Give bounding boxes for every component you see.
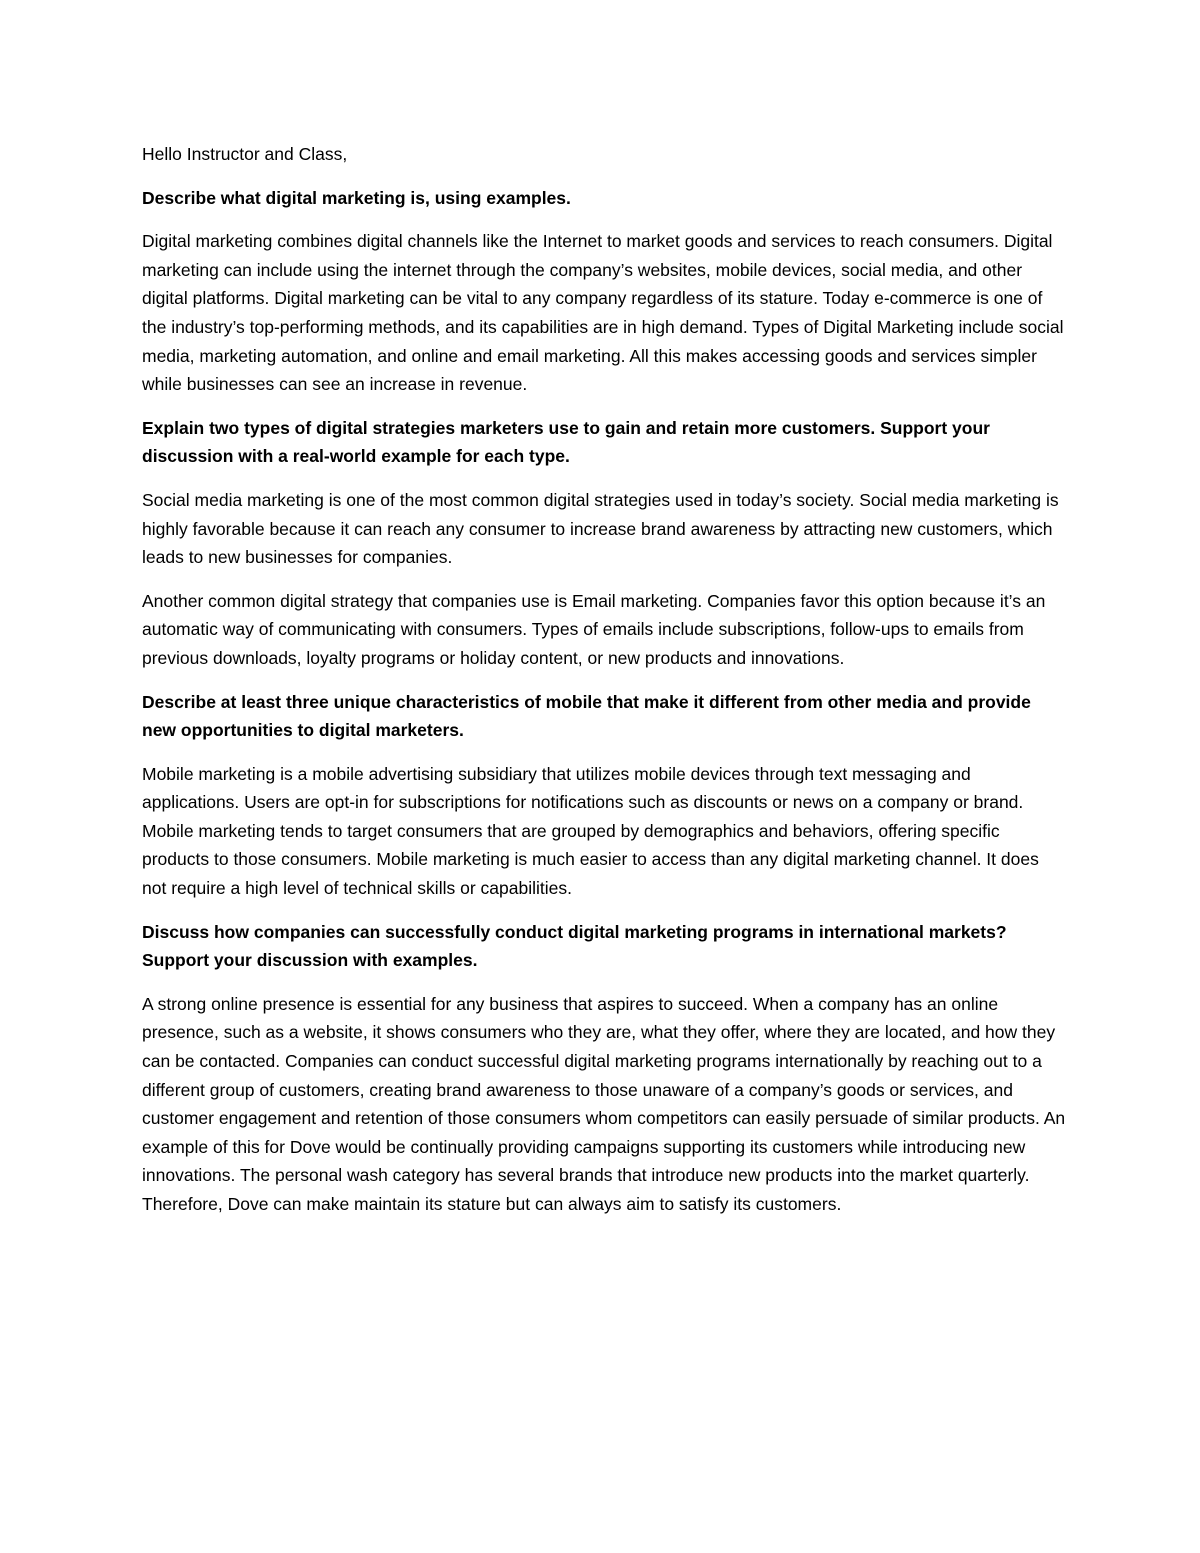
greeting: Hello Instructor and Class,	[142, 144, 348, 164]
question-heading: Discuss how companies can successfully conduct digital marketing programs in international markets? Support your discussion with examples.	[142, 921, 1007, 971]
answer-paragraph: A strong online presence is essential for any business that aspires to succeed. When a company has an online presence, such as a website, it shows consumers who they are, what they offer, where they are located, and how they can be contacted. Companies can conduct successful digital marketing programs internationally by reaching out to a different group of customers, creating brand awareness to those unaware of a company’s goods or services, and customer engagement and retention of those consumers whom competitors can easily persuade of similar products. An example of this for Dove would be continually providing campaigns supporting its customers while introducing new innovations. The personal wash category has several brands that introduce new products into the market quarterly. Therefore, Dove can make maintain its stature but can always aim to satisfy its customers.	[142, 993, 1066, 1214]
answer-paragraph: Another common digital strategy that companies use is Email marketing. Companies favor this option because it’s an automatic way of communicating with consumers. Types of emails include subscriptions, follow-ups to emails from previous downloads, loyalty programs or holiday content, or new products and innovations.	[142, 590, 1046, 668]
answer-paragraph: Mobile marketing is a mobile advertising subsidiary that utilizes mobile devices through text messaging and applications. Users are opt-in for subscriptions for notifications such as discounts or news on a company or brand. Mobile marketing tends to target consumers that are grouped by demographics and behaviors, offering specific products to those consumers. Mobile marketing is much easier to access than any digital marketing channel. It does not require a high level of technical skills or capabilities.	[142, 763, 1039, 899]
document-body	[142, 140, 1067, 1234]
answer-paragraph: Digital marketing combines digital channels like the Internet to market goods and services to reach consumers. Digital marketing can include using the internet through the company’s websites, mobile devices, social media, and other digital platforms. Digital marketing can be vital to any company regardless of its stature. Today e-commerce is one of the industry’s top-performing methods, and its capabilities are in high demand. Types of Digital Marketing include social media, marketing automation, and online and email marketing. All this makes accessing goods and services simpler while businesses can see an increase in revenue.	[142, 231, 1064, 395]
question-heading: Explain two types of digital strategies marketers use to gain and retain more customers. Support your discussion with a real-world example for each type.	[142, 417, 990, 467]
question-heading: Describe at least three unique characteristics of mobile that make it different from other media and provide new opportunities to digital marketers.	[142, 691, 1031, 741]
question-heading: Describe what digital marketing is, using examples.	[142, 187, 571, 208]
answer-paragraph: Social media marketing is one of the most common digital strategies used in today’s society. Social media marketing is highly favorable because it can reach any consumer to increase brand awareness by attracting new customers, which leads to new businesses for companies.	[142, 489, 1059, 568]
